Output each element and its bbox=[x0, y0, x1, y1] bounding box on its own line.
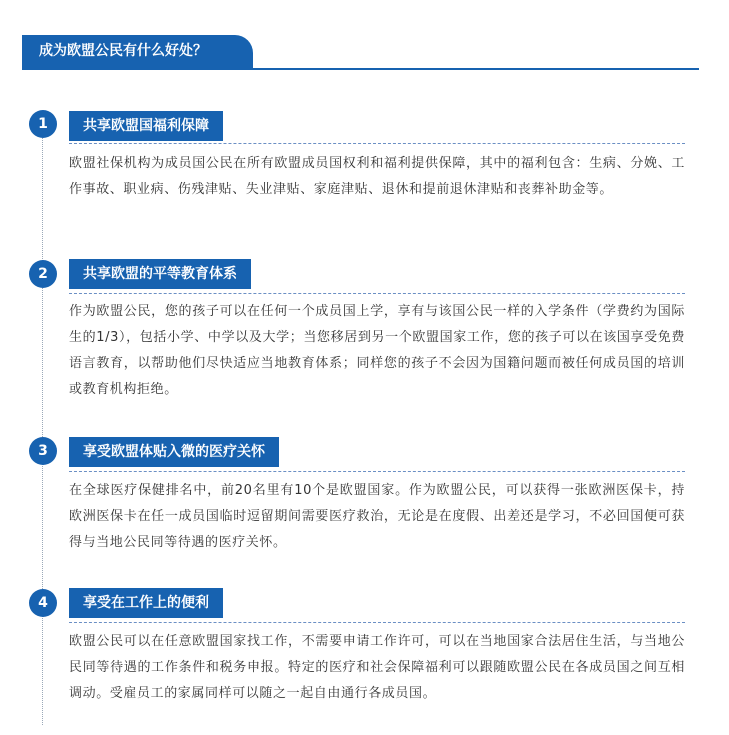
section-title: 享受欧盟体贴入微的医疗关怀 bbox=[69, 437, 279, 467]
section-body: 在全球医疗保健排名中，前20名里有10个是欧盟国家。作为欧盟公民，可以获得一张欧洲医保卡，持欧洲医保卡在任一成员国临时逗留期间需要医疗救治，无论是在度假、出差还是学习，不必回国便可获得与当地公民同等待遇的医疗关怀。 bbox=[69, 483, 685, 550]
section-divider bbox=[69, 143, 685, 144]
section-body: 作为欧盟公民，您的孩子可以在任何一个成员国上学，享有与该国公民一样的入学条件（学费约为国际生的1/3），包括小学、中学以及大学；当您移居到另一个欧盟国家工作，您的孩子可以在该国享受免费语言教育，以帮助他们尽快适应当地教育体系；同样您的孩子不会因为国籍问题而被任何成员国的培训或教育机构拒绝。 bbox=[69, 304, 685, 397]
section-divider bbox=[69, 293, 685, 294]
section-number-badge: 4 bbox=[29, 589, 57, 617]
section-title: 共享欧盟国福利保障 bbox=[69, 111, 223, 141]
section-title: 享受在工作上的便利 bbox=[69, 588, 223, 618]
section-number-badge: 3 bbox=[29, 437, 57, 465]
section-number-badge: 2 bbox=[29, 260, 57, 288]
section-title: 共享欧盟的平等教育体系 bbox=[69, 259, 251, 289]
section-number-badge: 1 bbox=[29, 110, 57, 138]
timeline-dotted-line bbox=[42, 120, 43, 725]
page-title: 成为欧盟公民有什么好处？ bbox=[22, 35, 253, 68]
header-underline bbox=[22, 68, 699, 70]
section-divider bbox=[69, 471, 685, 472]
section-divider bbox=[69, 622, 685, 623]
page-header bbox=[22, 35, 699, 71]
section-body: 欧盟社保机构为成员国公民在所有欧盟成员国权利和福利提供保障，其中的福利包含：生病、分娩、工作事故、职业病、伤残津贴、失业津贴、家庭津贴、退休和提前退休津贴和丧葬补助金等。 bbox=[69, 156, 685, 197]
section-body: 欧盟公民可以在任意欧盟国家找工作，不需要申请工作许可，可以在当地国家合法居住生活，与当地公民同等待遇的工作条件和税务申报。特定的医疗和社会保障福利可以跟随欧盟公民在各成员国之间互相调动。受雇员工的家属同样可以随之一起自由通行各成员国。 bbox=[69, 634, 685, 701]
